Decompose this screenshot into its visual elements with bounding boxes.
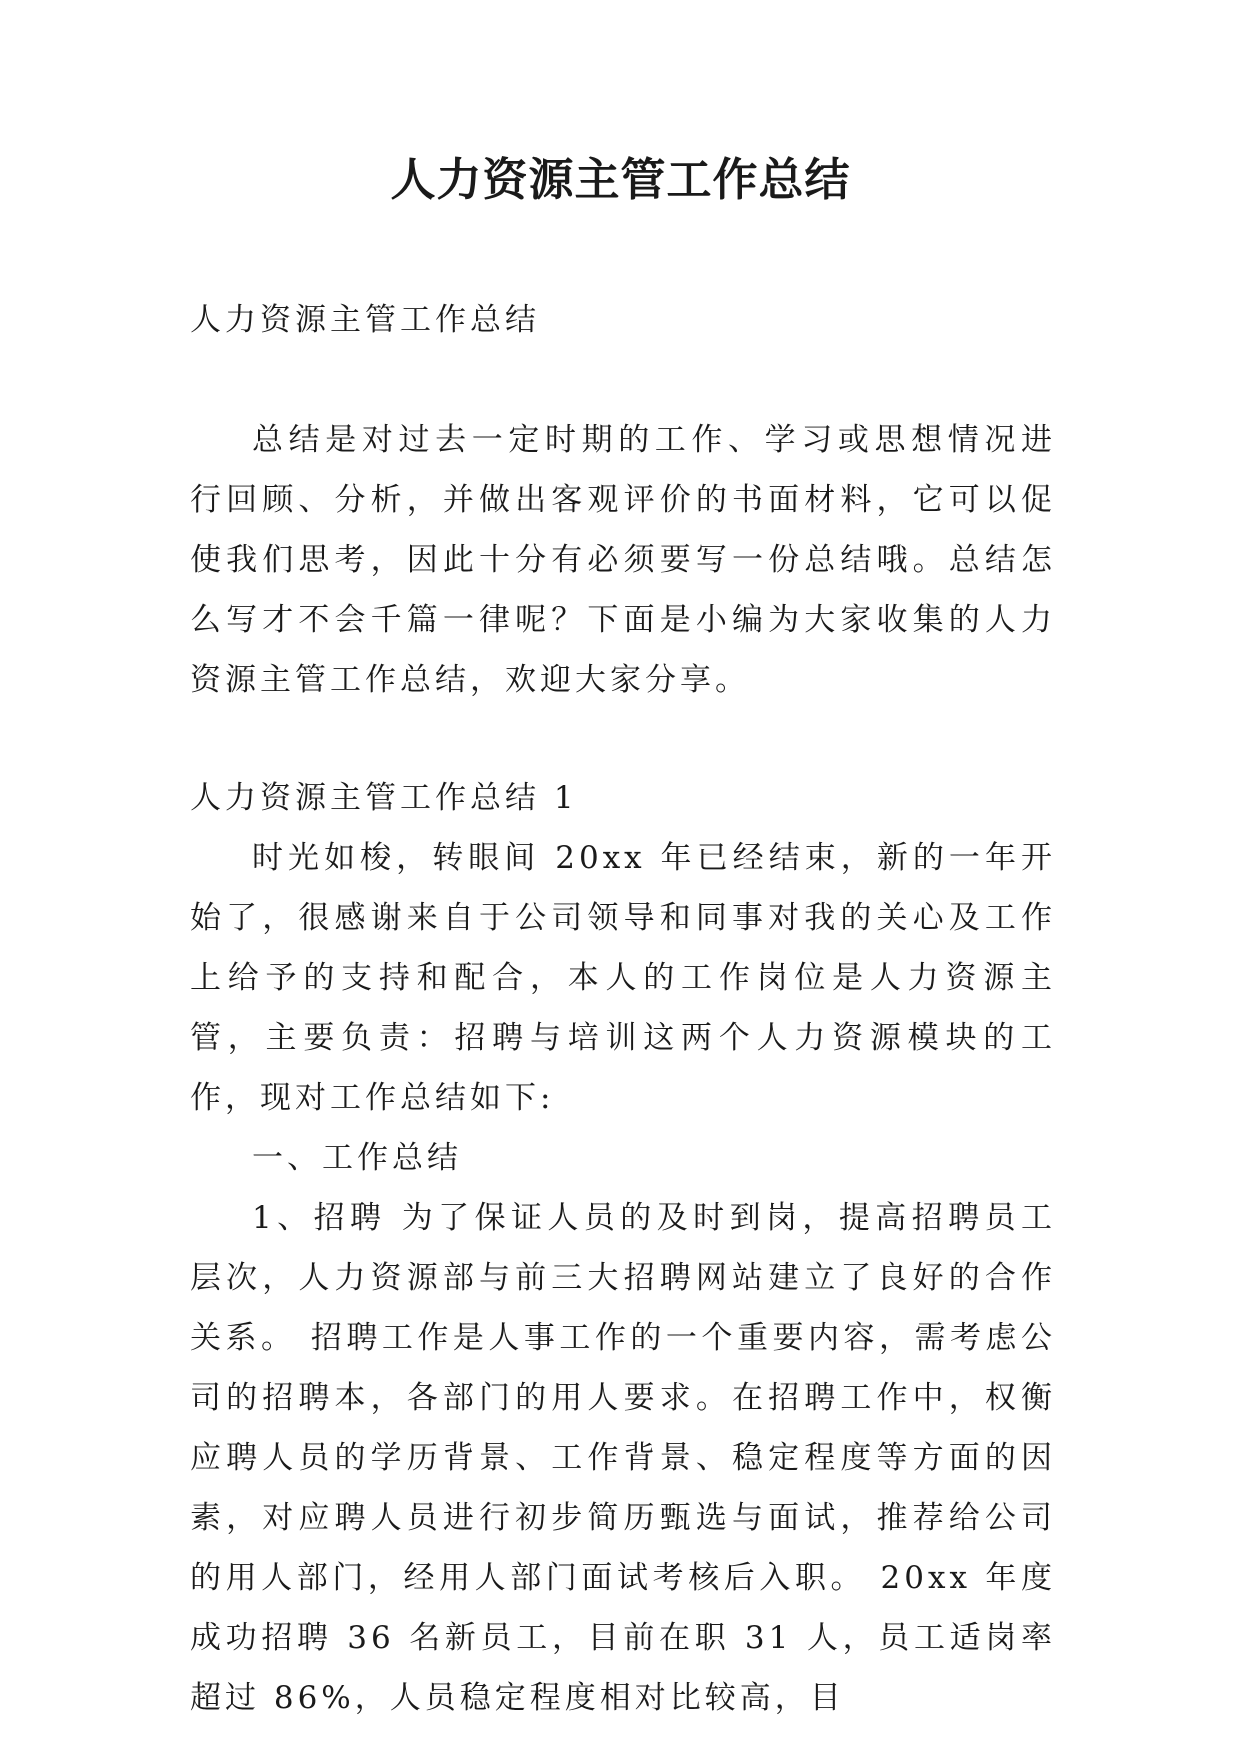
intro-paragraph: 总结是对过去一定时期的工作、学习或思想情况进行回顾、分析，并做出客观评价的书面材料，它可以促使我们思考，因此十分有必须要写一份总结哦。总结怎么写才不会千篇一律呢？下面是小编为大家收集的人力资源主管工作总结，欢迎大家分享。	[190, 422, 1056, 698]
spacer	[190, 350, 1056, 410]
spacer	[190, 710, 1056, 768]
document-subtitle: 人力资源主管工作总结	[190, 302, 540, 338]
section-heading: 人力资源主管工作总结 1	[190, 780, 578, 816]
document-body	[190, 290, 1056, 1728]
section-paragraph: 时光如梭，转眼间 20xx 年已经结束，新的一年开始了，很感谢来自于公司领导和同事对我的关心及工作上给予的支持和配合，本人的工作岗位是人力资源主管，主要负责：招聘与培训这两个人力资源模块的工作，现对工作总结如下:	[190, 840, 1056, 1116]
part-heading: 一、工作总结	[252, 1140, 462, 1176]
recruitment-paragraph: 1、招聘 为了保证人员的及时到岗，提高招聘员工层次，人力资源部与前三大招聘网站建立了良好的合作关系。 招聘工作是人事工作的一个重要内容，需考虑公司的招聘本，各部门的用人要求。在招聘工作中，权衡应聘人员的学历背景、工作背景、稳定程度等方面的因素，对应聘人员进行初步简历甄选与面试，推荐给公司的用人部门，经用人部门面试考核后入职。 20xx 年度成功招聘 36 名新员工，目前在职 31 人，员工适岗率超过 86%，人员稳定程度相对比较高，目	[190, 1200, 1056, 1716]
document-title: 人力资源主管工作总结	[390, 153, 851, 206]
